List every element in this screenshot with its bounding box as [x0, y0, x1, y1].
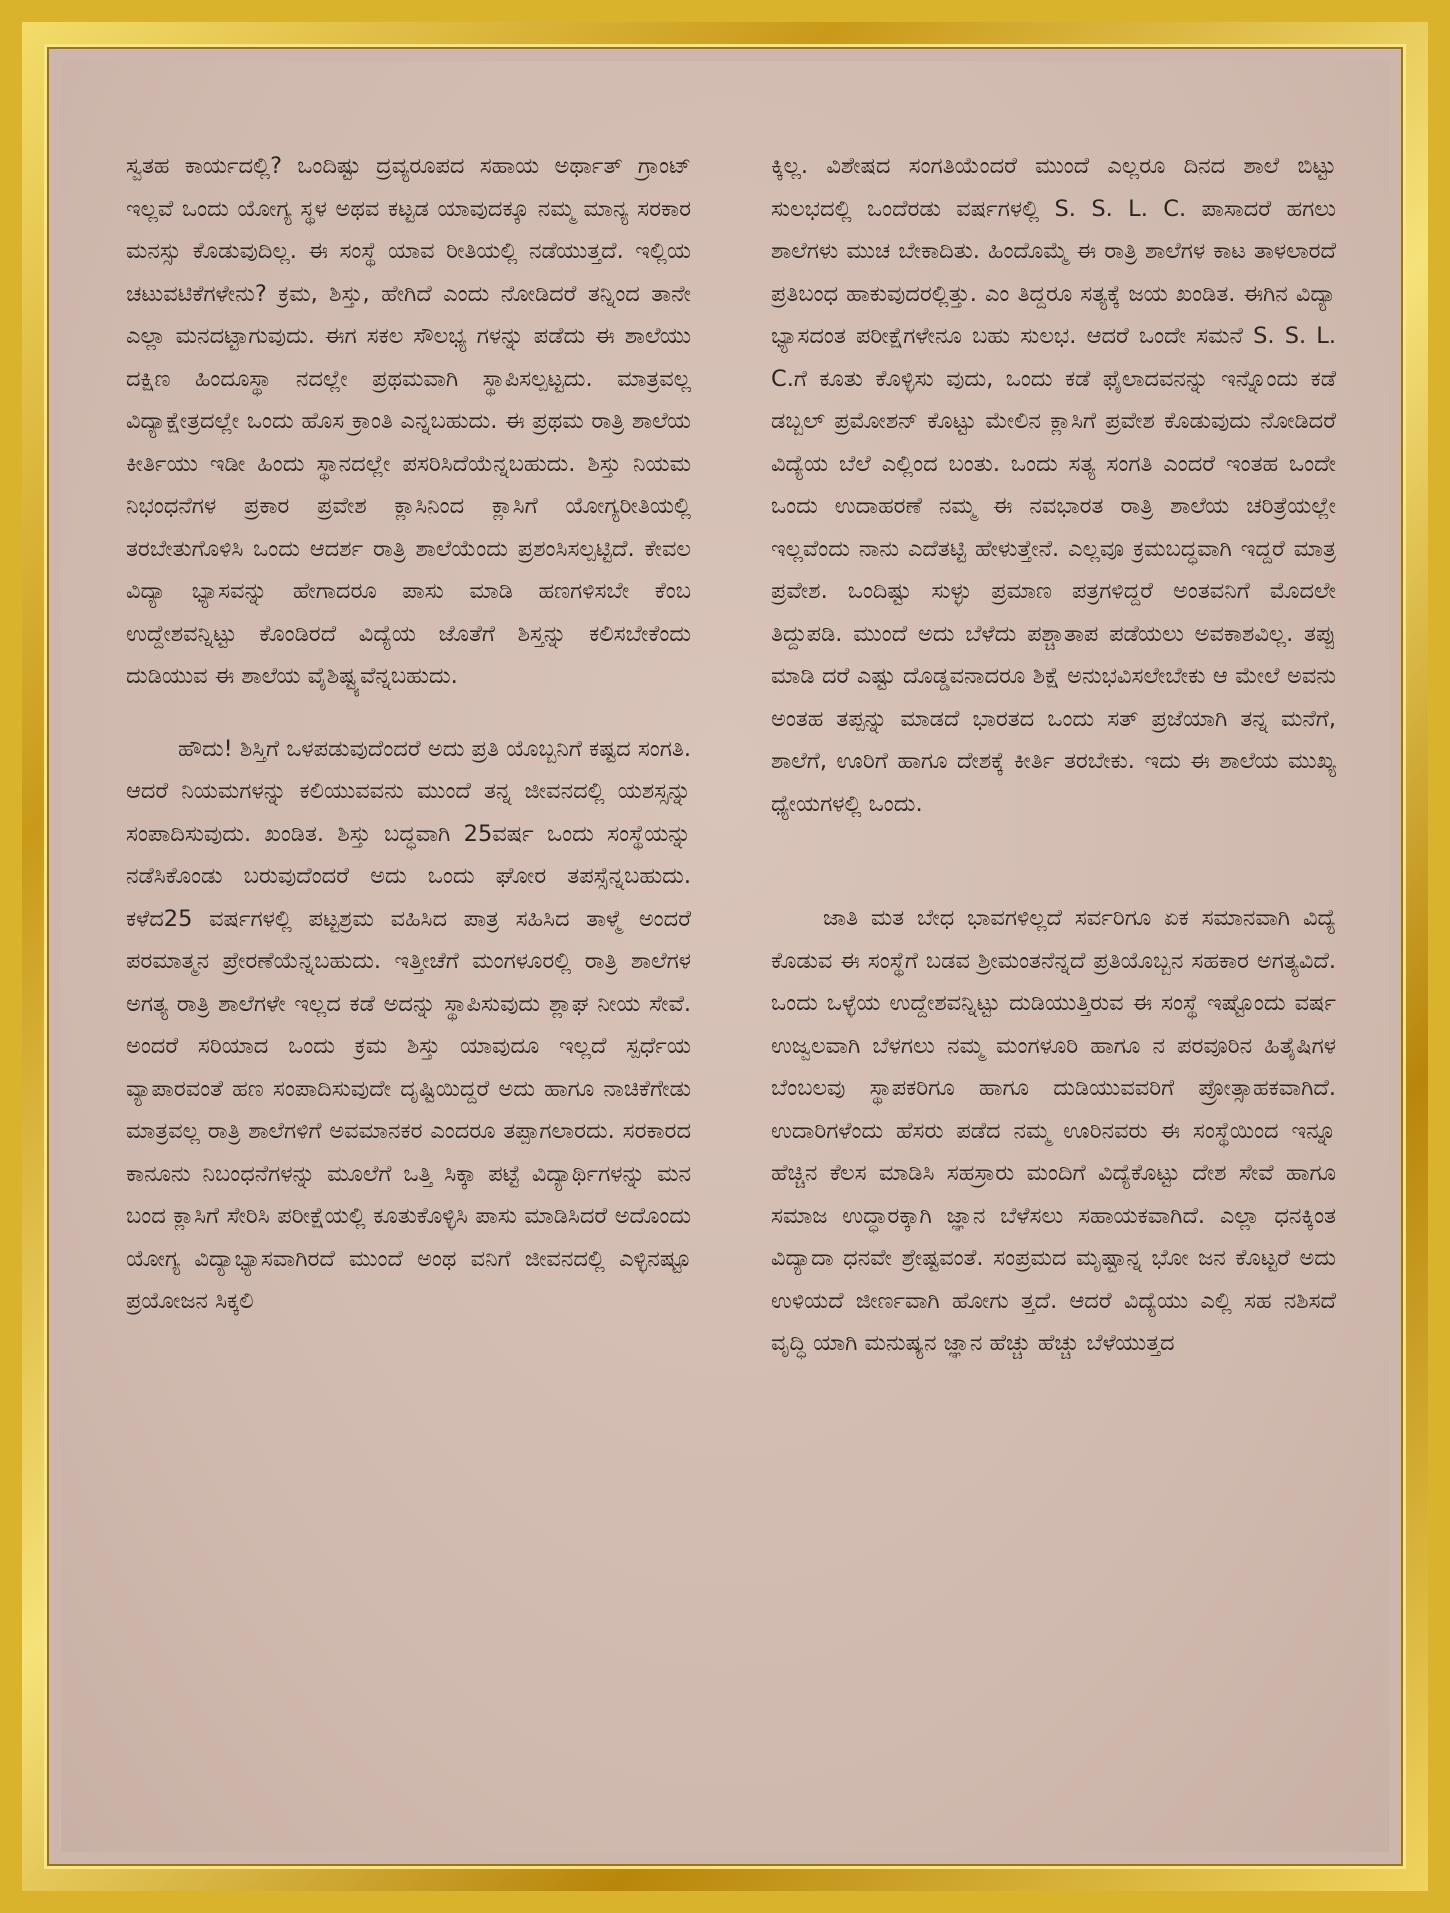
scanned-page: [61, 61, 1389, 1852]
frame-mat: [44, 44, 1406, 1869]
right-paragraph-1: ಕ್ಕಿಲ್ಲ. ವಿಶೇಷದ ಸಂಗತಿಯೆಂದರೆ ಮುಂದೆ ಎಲ್ಲರೂ ದಿನದ ಶಾಲೆ ಬಿಟ್ಟು ಸುಲಭದಲ್ಲಿ ಒಂದೆರಡು ವರ್ಷಗಳಲ್ಲಿ S. S. L. C. ಪಾಸಾದರೆ ಹಗಲು ಶಾಲೆಗಳು ಮುಚ ಬೇಕಾದಿತು. ಹಿಂದೊಮ್ಮೆ ಈ ರಾತ್ರಿ ಶಾಲೆಗಳ ಕಾಟ ತಾಳಲಾರದೆ ಪ್ರತಿಬಂಧ ಹಾಕುವುದರಲ್ಲಿತ್ತು. ಎಂ ತಿದ್ದರೂ ಸತ್ಯಕ್ಕೆ ಜಯ ಖಂಡಿತ. ಈಗಿನ ವಿದ್ಯಾ ಭ್ಯಾಸದಂತ ಪರೀಕ್ಷೆಗಳೇನೂ ಬಹು ಸುಲಭ. ಆದರೆ ಒಂದೇ ಸಮನೆ S. S. L. C.ಗೆ ಕೂತು ಕೊಳ್ಳಿಸು ವುದು, ಒಂದು ಕಡೆ ಫೈಲಾದವನನ್ನು ಇನ್ನೊಂದು ಕಡೆ ಡಬ್ಬಲ್ ಪ್ರಮೋಶನ್ ಕೊಟ್ಟು ಮೇಲಿನ ಕ್ಲಾಸಿಗೆ ಪ್ರವೇಶ ಕೊಡುವುದು ನೋಡಿದರೆ ವಿದ್ಯೆಯ ಬೆಲೆ ಎಲ್ಲಿಂದ ಬಂತು. ಒಂದು ಸತ್ಯ ಸಂಗತಿ ಎಂದರೆ ಇಂತಹ ಒಂದೇ ಒಂದು ಉದಾಹರಣೆ ನಮ್ಮ ಈ ನವಭಾರತ ರಾತ್ರಿ ಶಾಲೆಯ ಚರಿತ್ರೆಯಲ್ಲೇ ಇಲ್ಲವೆಂದು ನಾನು ಎದೆತಟ್ಟಿ ಹೇಳುತ್ತೇನೆ. ಎಲ್ಲವೂ ಕ್ರಮಬದ್ಧವಾಗಿ ಇದ್ದರೆ ಮಾತ್ರ ಪ್ರವೇಶ. ಒಂದಿಷ್ಟು ಸುಳ್ಳು ಪ್ರಮಾಣ ಪತ್ರಗಳಿದ್ದರೆ ಅಂತವನಿಗೆ ಮೊದಲೇ ತಿದ್ದುಪಡಿ. ಮುಂದೆ ಅದು ಬೆಳೆದು ಪಶ್ಚಾತಾಪ ಪಡೆಯಲು ಅವಕಾಶವಿಲ್ಲ. ತಪ್ಪು ಮಾಡಿ ದರೆ ಎಷ್ಟು ದೊಡ್ಡವನಾದರೂ ಶಿಕ್ಷೆ ಅನುಭವಿಸಲೇಬೇಕು ಆ ಮೇಲೆ ಅವನು ಅಂತಹ ತಪ್ಪನ್ನು ಮಾಡದೆ ಭಾರತದ ಒಂದು ಸತ್ ಪ್ರಜೆಯಾಗಿ ತನ್ನ ಮನೆಗೆ, ಶಾಲೆಗೆ, ಊರಿಗೆ ಹಾಗೂ ದೇಶಕ್ಕೆ ಕೀರ್ತಿ ತರಬೇಕು. ಇದು ಈ ಶಾಲೆಯ ಮುಖ್ಯ ಧ್ಯೇಯಗಳಲ್ಲಿ ಒಂದು.: [771, 153, 1336, 817]
left-paragraph-2: ಹೌದು! ಶಿಸ್ತಿಗೆ ಒಳಪಡುವುದೆಂದರೆ ಅದು ಪ್ರತಿ ಯೊಬ್ಬನಿಗೆ ಕಷ್ಟದ ಸಂಗತಿ. ಆದರೆ ನಿಯಮಗಳನ್ನು ಕಲಿಯುವವನು ಮುಂದೆ ತನ್ನ ಜೀವನದಲ್ಲಿ ಯಶಸ್ಸನ್ನು ಸಂಪಾದಿಸುವುದು. ಖಂಡಿತ. ಶಿಸ್ತು ಬದ್ಧವಾಗಿ 25ವರ್ಷ ಒಂದು ಸಂಸ್ಥೆಯನ್ನು ನಡೆಸಿಕೊಂಡು ಬರುವುದೆಂದರೆ ಅದು ಒಂದು ಘೋರ ತಪಸ್ಸೆನ್ನಬಹುದು. ಕಳೆದ25 ವರ್ಷಗಳಲ್ಲಿ ಪಟ್ಟಶ್ರಮ ವಹಿಸಿದ ಪಾತ್ರ ಸಹಿಸಿದ ತಾಳ್ಮೆ ಅಂದರೆ ಪರಮಾತ್ಮನ ಪ್ರೇರಣೆಯೆನ್ನಬಹುದು. ಇತ್ತೀಚೆಗೆ ಮಂಗಳೂರಲ್ಲಿ ರಾತ್ರಿ ಶಾಲೆಗಳ ಅಗತ್ಯ ರಾತ್ರಿ ಶಾಲೆಗಳೇ ಇಲ್ಲದ ಕಡೆ ಅದನ್ನು ಸ್ಥಾಪಿಸುವುದು ಶ್ಲಾಘ ನೀಯ ಸೇವೆ. ಅಂದರೆ ಸರಿಯಾದ ಒಂದು ಕ್ರಮ ಶಿಸ್ತು ಯಾವುದೂ ಇಲ್ಲದೆ ಸ್ಪರ್ಧೆಯ ವ್ಯಾಪಾರವಂತೆ ಹಣ ಸಂಪಾದಿಸುವುದೇ ದೃಷ್ಟಿಯಿದ್ದರೆ ಅದು ಹಾಗೂ ನಾಚಿಕೆಗೇಡು ಮಾತ್ರವಲ್ಲ ರಾತ್ರಿ ಶಾಲೆಗಳಿಗೆ ಅವಮಾನಕರ ಎಂದರೂ ತಪ್ಪಾಗಲಾರದು. ಸರಕಾರದ ಕಾನೂನು ನಿಬಂಧನೆಗಳನ್ನು ಮೂಲೆಗೆ ಒತ್ತಿ ಸಿಕ್ಕಾ ಪಟ್ಟೆ ವಿದ್ಯಾರ್ಥಿಗಳನ್ನು ಮನ ಬಂದ ಕ್ಲಾಸಿಗೆ ಸೇರಿಸಿ ಪರೀಕ್ಷೆಯಲ್ಲಿ ಕೂತುಕೊಳ್ಳಿಸಿ ಪಾಸು ಮಾಡಿಸಿದರೆ ಅದೊಂದು ಯೋಗ್ಯ ವಿದ್ಯಾಭ್ಯಾಸವಾಗಿರದೆ ಮುಂದೆ ಅಂಥ ವನಿಗೆ ಜೀವನದಲ್ಲಿ ಎಳ್ಳಿನಷ್ಟೂ ಪ್ರಯೋಜನ ಸಿಕ್ಕಲಿ: [126, 735, 691, 1314]
left-paragraph-1: ಸ್ವತಹ ಕಾರ್ಯದಲ್ಲಿ? ಒಂದಿಷ್ಟು ದ್ರವ್ಯರೂಪದ ಸಹಾಯ ಅರ್ಥಾತ್ ಗ್ರಾಂಟ್ ಇಲ್ಲವೆ ಒಂದು ಯೋಗ್ಯ ಸ್ಥಳ ಅಥವ ಕಟ್ಟಡ ಯಾವುದಕ್ಕೂ ನಮ್ಮ ಮಾನ್ಯ ಸರಕಾರ ಮನಸ್ಸು ಕೊಡುವುದಿಲ್ಲ. ಈ ಸಂಸ್ಥೆ ಯಾವ ರೀತಿಯಲ್ಲಿ ನಡೆಯುತ್ತದೆ. ಇಲ್ಲಿಯ ಚಟುವಟಿಕೆಗಳೇನು? ಕ್ರಮ, ಶಿಸ್ತು, ಹೇಗಿದೆ ಎಂದು ನೋಡಿದರೆ ತನ್ನಿಂದ ತಾನೇ ಎಲ್ಲಾ ಮನದಟ್ಟಾಗುವುದು. ಈಗ ಸಕಲ ಸೌಲಭ್ಯ ಗಳನ್ನು ಪಡೆದು ಈ ಶಾಲೆಯು ದಕ್ಷಿಣ ಹಿಂದೂಸ್ಥಾ ನದಲ್ಲೇ ಪ್ರಥಮವಾಗಿ ಸ್ಥಾಪಿಸಲ್ಪಟ್ಟದು. ಮಾತ್ರವಲ್ಲ ವಿದ್ಯಾಕ್ಷೇತ್ರದಲ್ಲೇ ಒಂದು ಹೊಸ ಕ್ರಾಂತಿ ಎನ್ನಬಹುದು. ಈ ಪ್ರಥಮ ರಾತ್ರಿ ಶಾಲೆಯ ಕೀರ್ತಿಯು ಇಡೀ ಹಿಂದು ಸ್ಥಾನದಲ್ಲೇ ಪಸರಿಸಿದೆಯೆನ್ನಬಹುದು. ಶಿಸ್ತು ನಿಯಮ ನಿಭಂಧನೆಗಳ ಪ್ರಕಾರ ಪ್ರವೇಶ ಕ್ಲಾಸಿನಿಂದ ಕ್ಲಾಸಿಗೆ ಯೋಗ್ಯರೀತಿಯಲ್ಲಿ ತರಬೇತುಗೊಳಿಸಿ ಒಂದು ಆದರ್ಶ ರಾತ್ರಿ ಶಾಲೆಯೆಂದು ಪ್ರಶಂಸಿಸಲ್ಪಟ್ಟಿದೆ. ಕೇವಲ ವಿದ್ಯಾ ಭ್ಯಾಸವನ್ನು ಹೇಗಾದರೂ ಪಾಸು ಮಾಡಿ ಹಣಗಳಿಸಬೇ ಕೆಂಬ ಉದ್ದೇಶವನ್ನಿಟ್ಟು ಕೊಂಡಿರದೆ ವಿದ್ಯೆಯ ಜೊತೆಗೆ ಶಿಸ್ತನ್ನು ಕಲಿಸಬೇಕೆಂದು ದುಡಿಯುವ ಈ ಶಾಲೆಯ ವೈಶಿಷ್ಟ್ಯವೆನ್ನಬಹುದು.: [126, 153, 691, 689]
paragraph-gap: [126, 698, 691, 728]
right-paragraph-2: ಜಾತಿ ಮತ ಬೇಧ ಭಾವಗಳಿಲ್ಲದೆ ಸರ್ವರಿಗೂ ಏಕ ಸಮಾನವಾಗಿ ವಿದ್ಯೆ ಕೊಡುವ ಈ ಸಂಸ್ಥೆಗೆ ಬಡವ ಶ್ರೀಮಂತನೆನ್ನದೆ ಪ್ರತಿಯೊಬ್ಬನ ಸಹಕಾರ ಅಗತ್ಯವಿದೆ. ಒಂದು ಒಳ್ಳೆಯ ಉದ್ದೇಶವನ್ನಿಟ್ಟು ದುಡಿಯುತ್ತಿರುವ ಈ ಸಂಸ್ಥೆ ಇಷ್ಟೊಂದು ವರ್ಷ ಉಜ್ವಲವಾಗಿ ಬೆಳಗಲು ನಮ್ಮ ಮಂಗಳೂರಿ ಹಾಗೂ ನ ಪರವೂರಿನ ಹಿತೈಷಿಗಳ ಬೆಂಬಲವು ಸ್ಥಾಪಕರಿಗೂ ಹಾಗೂ ದುಡಿಯುವವರಿಗೆ ಪ್ರೋತ್ಸಾಹಕವಾಗಿದೆ. ಉದಾರಿಗಳೆಂದು ಹೆಸರು ಪಡೆದ ನಮ್ಮ ಊರಿನವರು ಈ ಸಂಸ್ಥೆಯಿಂದ ಇನ್ನೂ ಹೆಚ್ಚಿನ ಕೆಲಸ ಮಾಡಿಸಿ ಸಹಸ್ರಾರು ಮಂದಿಗೆ ವಿದ್ಯೆಕೊಟ್ಟು ದೇಶ ಸೇವೆ ಹಾಗೂ ಸಮಾಜ ಉದ್ಧಾರಕ್ಕಾಗಿ ಜ್ಞಾನ ಬೆಳೆಸಲು ಸಹಾಯಕವಾಗಿದೆ. ಎಲ್ಲಾ ಧನಕ್ಕಿಂತ ವಿದ್ಯಾದಾ ಧನವೇ ಶ್ರೇಷ್ಟವಂತೆ. ಸಂಪ್ರಮದ ಮೃಷ್ಟಾನ್ನ ಭೋ ಜನ ಕೊಟ್ಟರೆ ಅದು ಉಳಿಯದೆ ಜೀರ್ಣವಾಗಿ ಹೋಗು ತ್ತದೆ. ಆದರೆ ವಿದ್ಯೆಯು ಎಲ್ಲಿ ಸಹ ನಶಿಸದೆ ವೃದ್ಧಿ ಯಾಗಿ ಮನುಷ್ಯನ ಜ್ಞಾನ ಹೆಚ್ಚು ಹೆಚ್ಚು ಬೆಳೆಯುತ್ತದ: [771, 905, 1336, 1356]
left-column: [126, 145, 691, 1323]
right-column: [771, 145, 1336, 1365]
paragraph-gap: [771, 825, 1336, 897]
